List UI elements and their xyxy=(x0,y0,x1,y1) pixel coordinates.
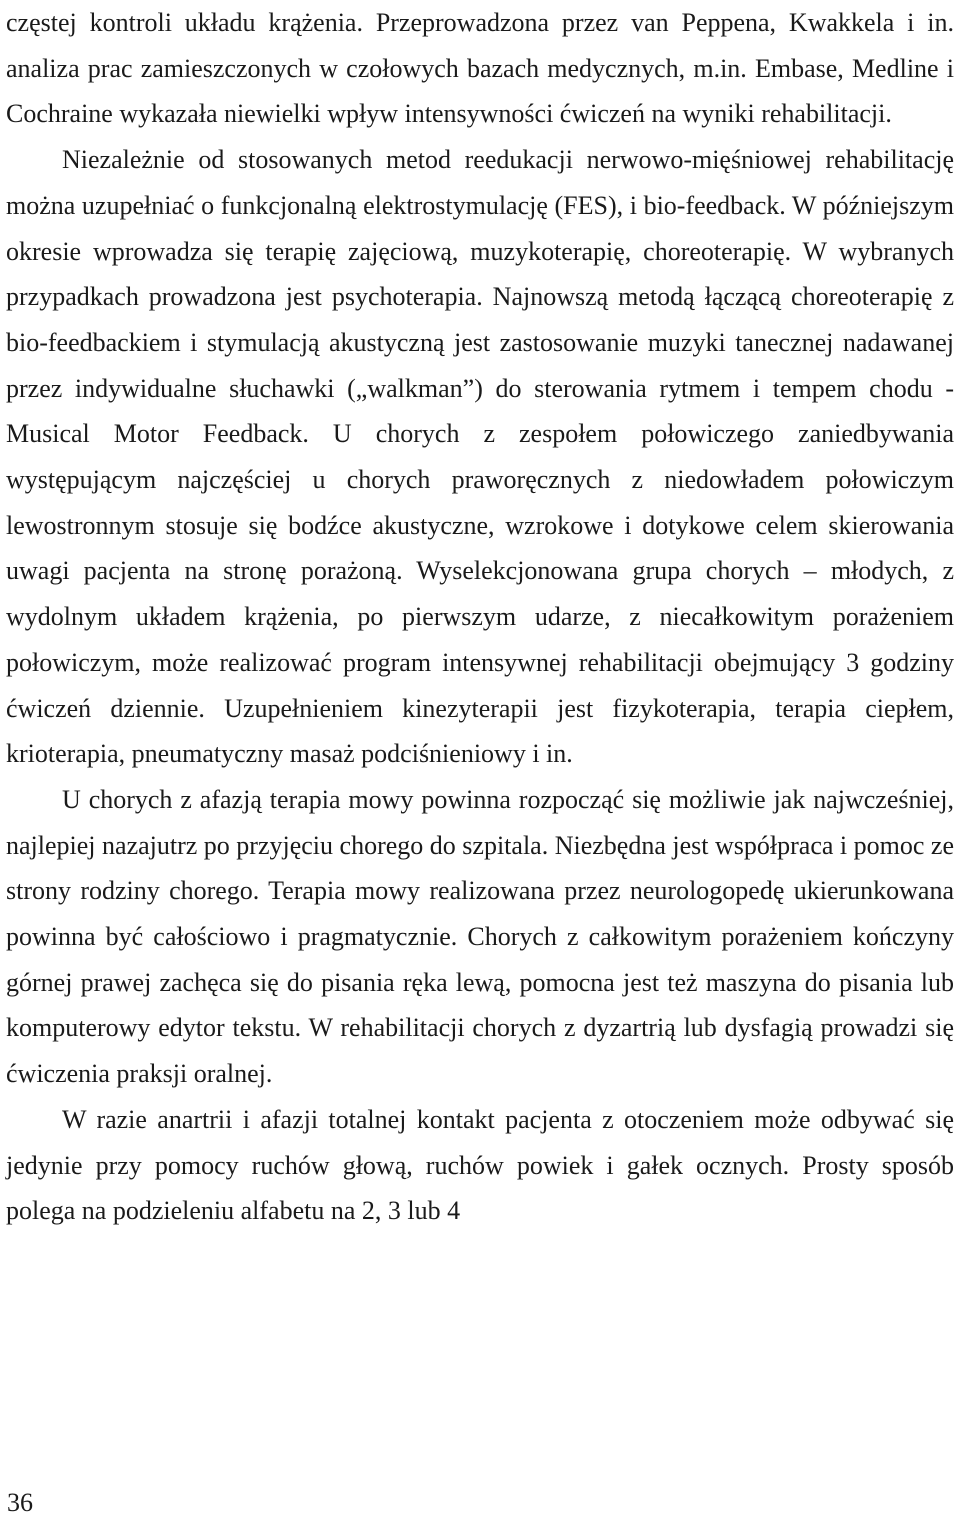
document-page xyxy=(6,0,954,1234)
paragraph-continuation: częstej kontroli układu krążenia. Przeprowadzona przez van Peppena, Kwakkela i in. analiza prac zamieszczonych w czołowych bazach medycznych, m.in. Embase, Medline i Cochraine wykazała niewielki wpływ intensywności ćwiczeń na wyniki rehabilitacji. xyxy=(6,8,954,129)
page-number: 36 xyxy=(7,1488,33,1517)
paragraph-aphasia-therapy: U chorych z afazją terapia mowy powinna rozpocząć się możliwie jak najwcześniej, najlepiej nazajutrz po przyjęciu chorego do szpitala. Niezbędna jest współpraca i pomoc ze strony rodziny chorego. Terapia mowy realizowana przez neurologopedę ukierunkowana powinna być całościowo i pragmatycznie. Chorych z całkowitym porażeniem kończyny górnej prawej zachęca się do pisania ręka lewą, pomocna jest też maszyna do pisania lub komputerowy edytor tekstu. W rehabilitacji chorych z dyzartrią lub dysfagią prowadzi się ćwiczenia praksji oralnej. xyxy=(6,784,954,1089)
paragraph-rehabilitation-methods: Niezależnie od stosowanych metod reedukacji nerwowo-mięśniowej rehabilitację można uzupełniać o funkcjonalną elektrostymulację (FES), i bio-feedback. W późniejszym okresie wprowadza się terapię zajęciową, muzykoterapię, choreoterapię. W wybranych przypadkach prowadzona jest psychoterapia. Najnowszą metodą łączącą choreoterapię z bio-feedbackiem i stymulacją akustyczną jest zastosowanie muzyki tanecznej nadawanej przez indywidualne słuchawki („walkman”) do sterowania rytmem i tempem chodu - Musical Motor Feedback. U chorych z zespołem połowiczego zaniedbywania występującym najczęściej u chorych praworęcznych z niedowładem połowiczym lewostronnym stosuje się bodźce akustyczne, wzrokowe i dotykowe celem skierowania uwagi pacjenta na stronę porażoną. Wyselekcjonowana grupa chorych – młodych, z wydolnym układem krążenia, po pierwszym udarze, z niecałkowitym porażeniem połowiczym, może realizować program intensywnej rehabilitacji obejmujący 3 godziny ćwiczeń dziennie. Uzupełnieniem kinezyterapii jest fizykoterapia, terapia ciepłem, krioterapia, pneumatyczny masaż podciśnieniowy i in. xyxy=(6,145,954,769)
paragraph-anarthria: W razie anartrii i afazji totalnej kontakt pacjenta z otoczeniem może odbywać się jedynie przy pomocy ruchów głową, ruchów powiek i gałek ocznych. Prosty sposób polega na podzieleniu alfabetu na 2, 3 lub 4 xyxy=(6,1104,954,1226)
